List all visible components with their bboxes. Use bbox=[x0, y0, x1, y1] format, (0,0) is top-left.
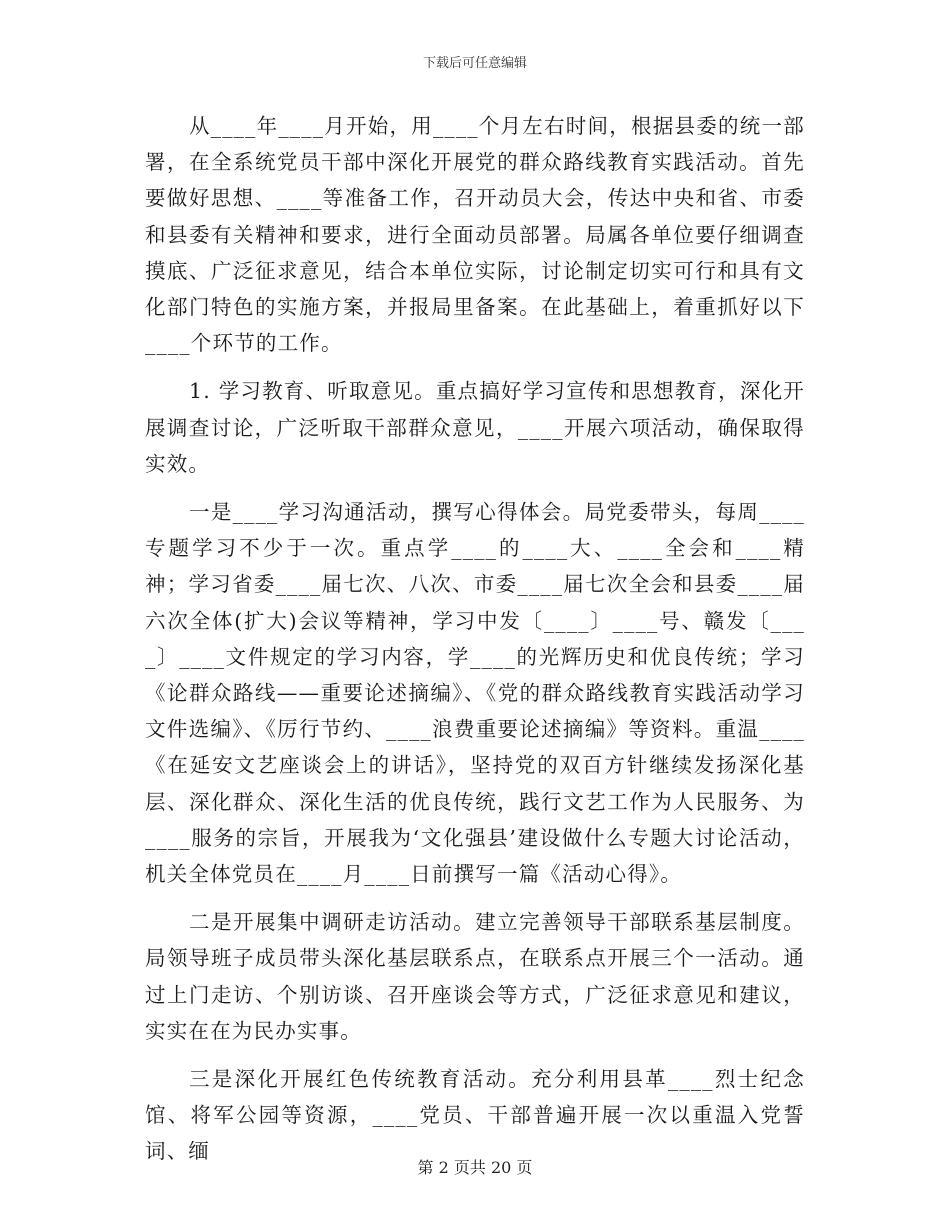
page-footer: 第 2 页共 20 页 bbox=[417, 1158, 533, 1177]
page-header-note: 下载后可任意编辑 bbox=[422, 56, 527, 71]
paragraph-intro: 从____年____月开始，用____个月左右时间，根据县委的统一部署，在全系统党员干部中深化开展党的群众路线教育实践活动。首先要做好思想、____等准备工作，召开动员大会，传达中央和省、市委和县委有关精神和要求，进行全面动员部署。局属各单位要仔细调查摸底、广泛征求意见，结合本单位实际，讨论制定切实可行和具有文化部门特色的实施方案，并报局里备案。在此基础上，着重抓好以下____个环节的工作。 bbox=[145, 114, 805, 356]
document-body bbox=[145, 108, 805, 1182]
paragraph-item-1: 一是____学习沟通活动，撰写心得体会。局党委带头，每周____专题学习不少于一次。重点学____的____大、____全会和____精神；学习省委____届七次、八次、市委____届七次全会和县委____届六次全体(扩大)会议等精神，学习中发〔____〕____号、赣发〔____〕____文件规定的学习内容，学____的光辉历史和优良传统；学习《论群众路线——重要论述摘编》、《党的群众路线教育实践活动学习文件选编》、《厉行节约、____浪费重要论述摘编》等资料。重温____《在延安文艺座谈会上的讲话》，坚持党的双百方针继续发扬深化基层、深化群众、深化生活的优良传统，践行文艺工作为人民服务、为____服务的宗旨，开展我为‘文化强县’建设做什么专题大讨论活动，机关全体党员在____月____日前撰写一篇《活动心得》。 bbox=[145, 500, 805, 887]
paragraph-item-2: 二是开展集中调研走访活动。建立完善领导干部联系基层制度。局领导班子成员带头深化基层联系点，在联系点开展三个一活动。通过上门走访、个别访谈、召开座谈会等方式，广泛征求意见和建议，实实在在为民办实事。 bbox=[145, 910, 805, 1043]
paragraph-item-3: 三是深化开展红色传统教育活动。充分利用县革____烈士纪念馆、将军公园等资源，____党员、干部普遍开展一次以重温入党誓词、缅 bbox=[145, 1067, 805, 1164]
paragraph-section-1: 1. 学习教育、听取意见。重点搞好学习宣传和思想教育，深化开展调查讨论，广泛听取干部群众意见，____开展六项活动，确保取得实效。 bbox=[145, 379, 805, 476]
